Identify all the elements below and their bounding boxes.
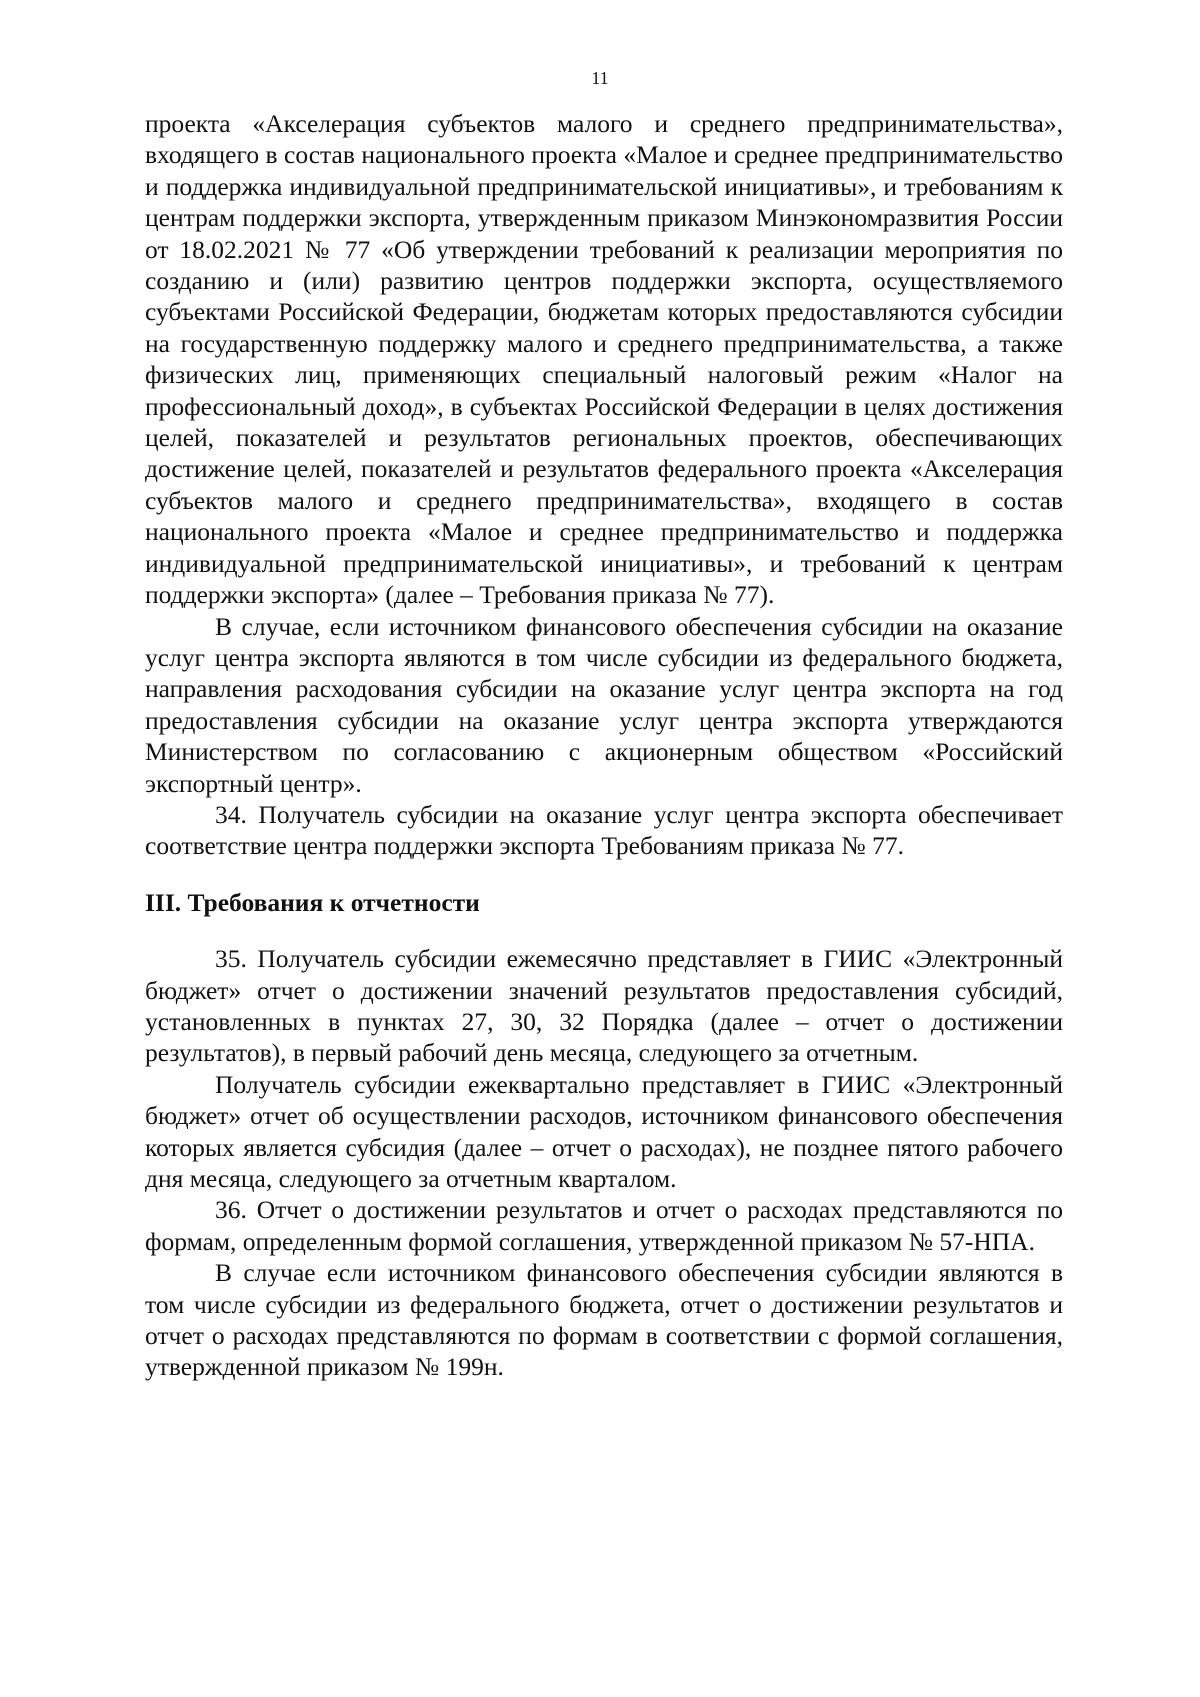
paragraph-funding-source: В случае, если источником финансового обеспечения субсидии на оказание услуг центра экспорта являются в том числе субсидии из федерального бюджета, направления расходования субсидии на оказание услуг центра экспорта на год предоставления субсидии на оказание услуг центра экспорта утверждаются Министерством по согласованию с акционерным обществом «Российский экспортный центр».: [145, 611, 1063, 798]
paragraph-34: 34. Получатель субсидии на оказание услуг центра экспорта обеспечивает соответствие центра поддержки экспорта Требованиям приказа № 77.: [145, 799, 1063, 861]
page-number: 11: [591, 68, 609, 88]
section-heading: III. Требования к отчетности: [145, 887, 480, 917]
paragraph-36: 36. Отчет о достижении результатов и отчет о расходах представляются по формам, определенным формой соглашения, утвержденной приказом № 57-НПА.: [145, 1195, 1063, 1256]
paragraph-federal-forms: В случае если источником финансового обеспечения субсидии являются в том числе субсидии из федерального бюджета, отчет о достижении результатов и отчет о расходах представляются по формам в соответствии с формой соглашения, утвержденной приказом № 199н.: [145, 1258, 1063, 1382]
paragraph-35: 35. Получатель субсидии ежемесячно представляет в ГИИС «Электронный бюджет» отчет о достижении значений результатов предоставления субсидий, установленных в пунктах 27, 30, 32 Порядка (далее – отчет о достижении результатов), в первый рабочий день месяца, следующего за отчетным.: [145, 944, 1063, 1068]
document-body: [145, 108, 1063, 1383]
paragraph-continuation: проекта «Акселерация субъектов малого и среднего предпринимательства», входящего в состав национального проекта «Малое и среднее предпринимательство и поддержка индивидуальной предпринимательской инициативы», и требованиям к центрам поддержки экспорта, утвержденным приказом Минэкономразвития России от 18.02.2021 № 77 «Об утверждении требований к реализации мероприятия по созданию и (или) развитию центров поддержки экспорта, осуществляемого субъектами Российской Федерации, бюджетам которых предоставляются субсидии на государственную поддержку малого и среднего предпринимательства, а также физических лиц, применяющих специальный налоговый режим «Налог на профессиональный доход», в субъектах Российской Федерации в целях достижения целей, показателей и результатов региональных проектов, обеспечивающих достижение целей, показателей и результатов федерального проекта «Акселерация субъектов малого и среднего предпринимательства», входящего в состав национального проекта «Малое и среднее предпринимательство и поддержка индивидуальной предпринимательской инициативы», и требований к центрам поддержки экспорта» (далее – Требования приказа № 77).: [145, 109, 1063, 610]
paragraph-quarterly-report: Получатель субсидии ежеквартально представляет в ГИИС «Электронный бюджет» отчет об осуществлении расходов, источником финансового обеспечения которых является субсидия (далее – отчет о расходах), не позднее пятого рабочего дня месяца, следующего за отчетным кварталом.: [145, 1069, 1063, 1193]
